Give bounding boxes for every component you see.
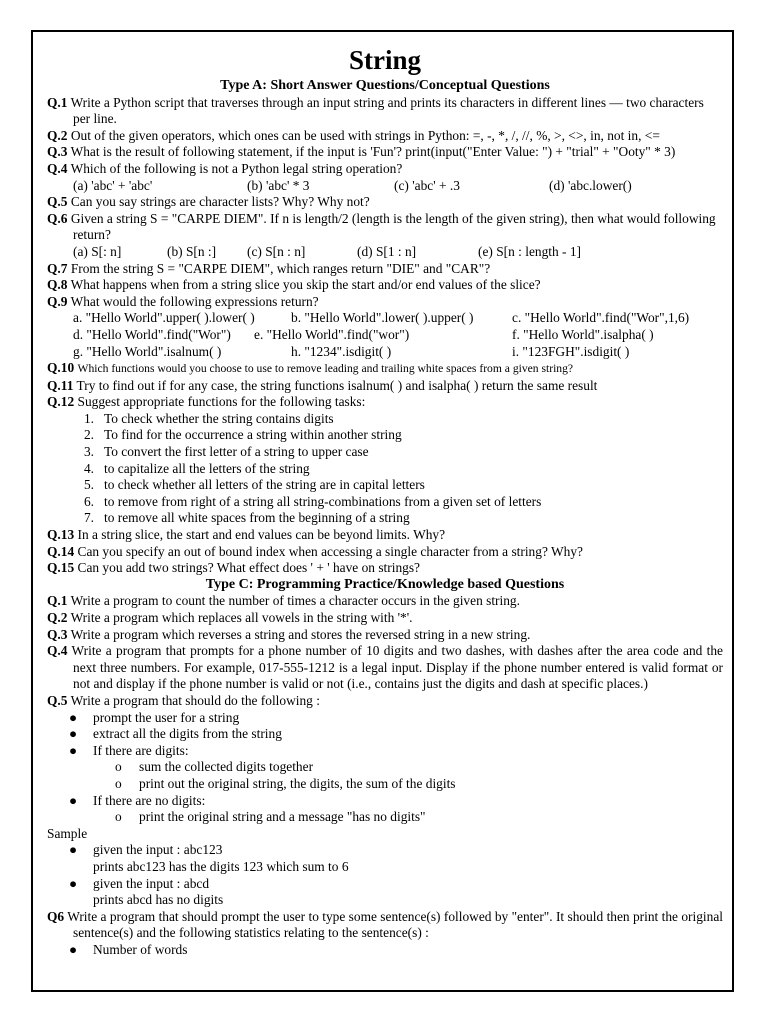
sub-bullet-item — [47, 776, 723, 793]
list-item — [47, 477, 723, 494]
bullet-item — [47, 710, 723, 727]
list-text: To check whether the string contains digits — [104, 410, 334, 426]
q4-options — [47, 178, 723, 195]
question — [47, 95, 723, 128]
question-text: Given a string S = "CARPE DIEM". If n is length/2 (length is the length of the given string), then what would following return? — [70, 210, 716, 243]
question-text: Can you add two strings? What effect does ' + ' have on strings? — [77, 560, 420, 576]
list-text: to remove all white spaces from the beginning of a string — [104, 510, 410, 526]
page-title: String — [348, 45, 421, 75]
question — [47, 161, 723, 178]
list-item — [47, 427, 723, 444]
list-text: to capitalize all the letters of the string — [104, 460, 310, 476]
question-number: Q.1 — [47, 593, 68, 609]
bullet-item — [47, 793, 723, 810]
sub-bullet-item — [47, 809, 723, 826]
expression: h. "1234".isdigit( ) — [291, 343, 392, 359]
question — [47, 211, 723, 244]
sub-bullet-icon: o — [115, 775, 122, 791]
list-number: 3. — [83, 444, 94, 460]
bullet-icon: ● — [69, 726, 78, 742]
bullet-icon: ● — [69, 941, 78, 957]
bullet-text: prompt the user for a string — [93, 709, 240, 725]
bullet-icon: ● — [69, 875, 78, 891]
bullet-item — [47, 743, 723, 760]
question-number: Q.11 — [47, 377, 74, 393]
list-text: To convert the first letter of a string to upper case — [104, 444, 369, 460]
option: (e) S[n : length - 1] — [478, 243, 582, 259]
question — [47, 144, 723, 161]
question-text: Can you specify an out of bound index when accessing a single character from a string? Why? — [77, 543, 583, 559]
option: (a) S[: n] — [73, 243, 122, 259]
question-text: From the string S = "CARPE DIEM", which ranges return "DIE" and "CAR"? — [70, 260, 491, 276]
question-text: Write a program which reverses a string and stores the reversed string in a new string. — [70, 626, 531, 642]
question-number: Q.12 — [47, 394, 75, 410]
bullet-icon: ● — [69, 742, 78, 758]
list-text: to remove from right of a string all string-combinations from a given set of letters — [104, 493, 542, 509]
question-text: Out of the given operators, which ones can be used with strings in Python: =, -, *, /, //, %, >, <>, in, not in, <= — [70, 127, 660, 143]
question-text: Write a program that should do the following : — [70, 692, 320, 708]
question-number: Q.4 — [47, 643, 68, 659]
list-number: 7. — [83, 510, 94, 526]
list-item — [47, 444, 723, 461]
list-item — [47, 411, 723, 428]
list-item — [47, 510, 723, 527]
list-number: 4. — [83, 460, 94, 476]
sub-bullet-text: print out the original string, the digits, the sum of the digits — [139, 775, 456, 791]
question-text: Write a program to count the number of times a character occurs in the given string. — [70, 593, 520, 609]
option: (b) 'abc' * 3 — [247, 177, 310, 193]
question-text: Which of the following is not a Python legal string operation? — [70, 160, 403, 176]
question-number: Q.2 — [47, 610, 68, 625]
question — [47, 909, 723, 942]
list-text: to check whether all letters of the string are in capital letters — [104, 477, 425, 493]
question — [47, 261, 723, 278]
question-number: Q.14 — [47, 543, 75, 559]
expression: a. "Hello World".upper( ).lower( ) — [73, 310, 255, 326]
q9-row — [47, 310, 723, 327]
question — [47, 128, 723, 145]
q9-row — [47, 327, 723, 344]
bullet-text: If there are digits: — [93, 742, 189, 758]
question-text: Write a Python script that traverses through an input string and prints its characters in different lines — two characters per line. — [70, 94, 704, 127]
question-text: What happens when from a string slice you skip the start and/or end values of the slice? — [70, 277, 541, 293]
bullet-item — [47, 842, 723, 859]
list-number: 2. — [83, 427, 94, 443]
bullet-icon: ● — [69, 792, 78, 808]
list-item — [47, 461, 723, 478]
bullet-text: If there are no digits: — [93, 792, 206, 808]
bullet-text: Number of words — [93, 941, 188, 957]
question — [47, 294, 723, 311]
expression: g. "Hello World".isalnum( ) — [73, 343, 222, 359]
question-number: Q.8 — [47, 277, 68, 293]
question-text: Which functions would you choose to use to remove leading and trailing white spaces from a given string? — [77, 362, 574, 376]
question-number: Q.3 — [47, 144, 68, 160]
expression: c. "Hello World".find("Wor",1,6) — [512, 310, 690, 326]
option: (d) 'abc.lower() — [549, 177, 632, 193]
expression: e. "Hello World".find("wor") — [254, 326, 410, 342]
option: (a) 'abc' + 'abc' — [73, 177, 153, 193]
question-text: Try to find out if for any case, the string functions isalnum( ) and isalpha( ) return the same result — [76, 377, 598, 393]
sub-bullet-text: print the original string and a message "has no digits" — [139, 809, 426, 825]
question — [47, 544, 723, 561]
sample-output: prints abcd has no digits — [93, 892, 224, 908]
question-number: Q.9 — [47, 293, 68, 309]
question-number: Q.5 — [47, 194, 68, 210]
question-number: Q.15 — [47, 560, 75, 576]
sample-input: given the input : abc123 — [93, 842, 223, 858]
worksheet — [47, 44, 723, 958]
list-number: 6. — [83, 493, 94, 509]
option: (c) 'abc' + .3 — [394, 177, 460, 193]
q9-row — [47, 344, 723, 361]
question-number: Q.3 — [47, 626, 68, 642]
question — [47, 693, 723, 710]
question-number: Q.2 — [47, 127, 68, 143]
option: (c) S[n : n] — [247, 243, 306, 259]
question — [47, 560, 723, 577]
question-number: Q.4 — [47, 160, 68, 176]
question-text: Suggest appropriate functions for the following tasks: — [77, 394, 366, 410]
question-number: Q.5 — [47, 692, 68, 708]
list-number: 5. — [83, 477, 94, 493]
section-heading-type-c: Type C: Programming Practice/Knowledge based Questions — [205, 576, 565, 592]
list-item — [47, 494, 723, 511]
sample-label: Sample — [47, 825, 88, 841]
list-text: To find for the occurrence a string within another string — [104, 427, 402, 443]
question — [47, 378, 723, 395]
expression: f. "Hello World".isalpha( ) — [512, 326, 654, 342]
question-number: Q.6 — [47, 210, 68, 226]
question-text: Write a program that prompts for a phone number of 10 digits and two dashes, with dashes after the area code and the next three numbers. For example, 017-555-1212 is a legal input. Display if the phone number entered is valid format or not and display if the phone number is valid or not (i.e., contains just the digits and dash at specific places.) — [71, 643, 723, 692]
question-text: What would the following expressions return? — [70, 293, 319, 309]
bullet-text: extract all the digits from the string — [93, 726, 282, 742]
question-number: Q.10 — [47, 360, 75, 376]
question — [47, 360, 723, 378]
bullet-icon: ● — [69, 842, 78, 858]
expression: b. "Hello World".lower( ).upper( ) — [291, 310, 474, 326]
sub-bullet-icon: o — [115, 759, 122, 775]
sub-bullet-text: sum the collected digits together — [139, 759, 314, 775]
question — [47, 527, 723, 544]
question-text: In a string slice, the start and end values can be beyond limits. Why? — [77, 527, 446, 543]
sub-bullet-item — [47, 759, 723, 776]
sample-input: given the input : abcd — [93, 875, 210, 891]
bullet-item — [47, 876, 723, 893]
question-number: Q6 — [47, 908, 65, 924]
expression: d. "Hello World".find("Wor") — [73, 326, 231, 342]
question-text: Can you say strings are character lists? Why? Why not? — [70, 194, 370, 210]
sub-bullet-icon: o — [115, 809, 122, 825]
question-text: What is the result of following statement, if the input is 'Fun'? print(input("Enter Value: ") + "trial" + "Ooty" * 3) — [70, 144, 676, 160]
bullet-icon: ● — [69, 709, 78, 725]
question — [47, 610, 723, 627]
question-text: Write a program that should prompt the user to type some sentence(s) followed by "enter". It should then print the original sentence(s) and the following statistics relating to the sentence(s) : — [67, 908, 723, 941]
question — [47, 643, 723, 693]
question — [47, 593, 723, 610]
question-number: Q.1 — [47, 94, 68, 110]
question — [47, 627, 723, 644]
question-text: Write a program which replaces all vowels in the string with '*'. — [70, 610, 413, 625]
option: (b) S[n :] — [167, 243, 217, 259]
bullet-item — [47, 726, 723, 743]
expression: i. "123FGH".isdigit( ) — [512, 343, 630, 359]
bullet-item — [47, 942, 723, 959]
question-number: Q.7 — [47, 260, 68, 276]
section-heading-type-a: Type A: Short Answer Questions/Conceptual Questions — [220, 78, 550, 93]
option: (d) S[1 : n] — [357, 243, 417, 259]
question — [47, 194, 723, 211]
list-number: 1. — [83, 410, 94, 426]
question-number: Q.13 — [47, 527, 75, 543]
q6-options — [47, 244, 723, 261]
question — [47, 394, 723, 411]
sample-output: prints abc123 has the digits 123 which sum to 6 — [93, 858, 349, 874]
question — [47, 277, 723, 294]
